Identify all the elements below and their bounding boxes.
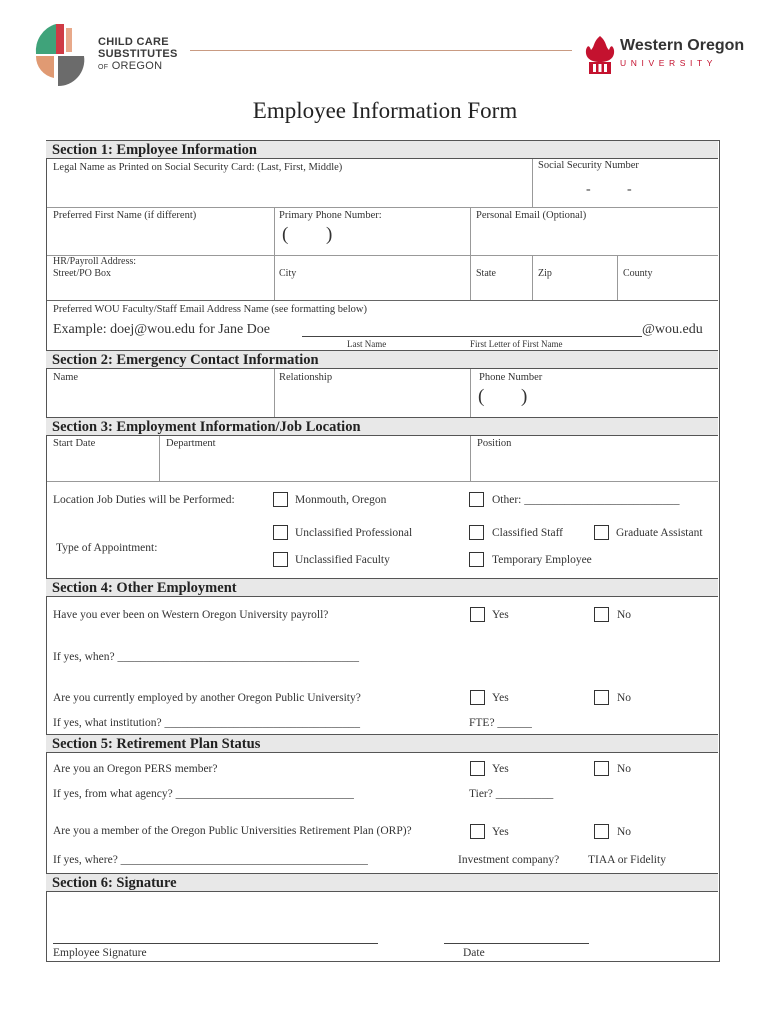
location-question: Location Job Duties will be Performed:	[53, 494, 235, 506]
ccs-line1: CHILD CARE	[98, 36, 169, 48]
date-caption: Date	[463, 947, 485, 959]
divider	[470, 255, 471, 300]
email-example: Example: doej@wou.edu for Jane Doe	[53, 322, 270, 337]
monmouth-checkbox[interactable]	[273, 492, 288, 507]
orp-no-checkbox[interactable]	[594, 824, 609, 839]
ccs-logo-text	[98, 36, 178, 74]
first-letter-caption: First Letter of First Name	[470, 339, 563, 349]
address-label: HR/Payroll Address:	[53, 256, 137, 267]
position-field[interactable]: Position	[477, 438, 512, 449]
signature-line[interactable]	[53, 943, 378, 944]
pers-yes-label: Yes	[492, 763, 509, 775]
temporary-employee-label: Temporary Employee	[492, 554, 592, 566]
payroll-yes-label: Yes	[492, 609, 509, 621]
tier-field[interactable]: Tier? __________	[469, 788, 554, 800]
preferred-name-field[interactable]: Preferred First Name (if different)	[53, 210, 197, 221]
ccs-line3: OREGON	[111, 60, 163, 72]
monmouth-label: Monmouth, Oregon	[295, 494, 387, 506]
classified-staff-label: Classified Staff	[492, 527, 564, 539]
payroll-when-field[interactable]: If yes, when? __________________________________________	[53, 651, 360, 663]
wou-email-label: Preferred WOU Faculty/Staff Email Address Name (see formatting below)	[53, 304, 367, 315]
start-date-field[interactable]: Start Date	[53, 438, 96, 449]
orp-yes-checkbox[interactable]	[470, 824, 485, 839]
classified-staff-checkbox[interactable]	[469, 525, 484, 540]
section-5-heading: Section 5: Retirement Plan Status	[46, 734, 718, 753]
emergency-phone-field[interactable]: Phone Number	[479, 372, 543, 383]
graduate-assistant-checkbox[interactable]	[594, 525, 609, 540]
divider	[617, 255, 618, 300]
child-care-substitutes-logo	[32, 20, 182, 88]
divider	[47, 481, 718, 482]
pers-no-checkbox[interactable]	[594, 761, 609, 776]
other-university-question: Are you currently employed by another Oregon Public University?	[53, 692, 361, 704]
divider	[532, 255, 533, 300]
divider	[532, 159, 533, 207]
county-field[interactable]: County	[623, 268, 653, 279]
divider	[274, 369, 275, 417]
divider	[274, 255, 275, 300]
ccs-line2: SUBSTITUTES	[98, 48, 178, 60]
phone-paren-open: (	[282, 224, 289, 245]
phone-paren-close: )	[326, 224, 333, 245]
city-field[interactable]: City	[279, 268, 297, 279]
institution-field[interactable]: If yes, what institution? __________________________________	[53, 717, 360, 729]
pers-agency-field[interactable]: If yes, from what agency? _______________________________	[53, 788, 354, 800]
personal-email-field[interactable]: Personal Email (Optional)	[476, 210, 587, 221]
other-location-field[interactable]: Other: ___________________________	[492, 494, 680, 506]
western-oregon-university-logo	[583, 34, 753, 76]
pers-question: Are you an Oregon PERS member?	[53, 763, 218, 775]
orp-where-field[interactable]: If yes, where? ___________________________________________	[53, 854, 368, 866]
fte-field[interactable]: FTE? ______	[469, 717, 532, 729]
form-title: Employee Information Form	[252, 98, 518, 123]
divider	[470, 369, 471, 417]
pers-yes-checkbox[interactable]	[470, 761, 485, 776]
emergency-paren-close: )	[521, 386, 528, 407]
payroll-yes-checkbox[interactable]	[470, 607, 485, 622]
section-3-heading: Section 3: Employment Information/Job Location	[46, 417, 718, 436]
state-field[interactable]: State	[476, 268, 496, 279]
torch-icon	[583, 34, 617, 76]
wou-domain: @wou.edu	[642, 322, 703, 337]
ssn-field[interactable]: Social Security Number	[538, 160, 639, 171]
other-location-checkbox[interactable]	[469, 492, 484, 507]
header-divider	[190, 50, 572, 51]
ssn-dash-2: -	[627, 182, 632, 197]
wou-email-input-line[interactable]	[302, 336, 642, 337]
ccs-logo-mark-icon	[32, 20, 94, 88]
investment-company-label: Investment company?	[458, 854, 560, 866]
date-line[interactable]	[444, 943, 589, 944]
emergency-paren-open: (	[478, 386, 485, 407]
temporary-employee-checkbox[interactable]	[469, 552, 484, 567]
department-field[interactable]: Department	[166, 438, 216, 449]
other-university-yes-label: Yes	[492, 692, 509, 704]
ssn-dash-1: -	[586, 182, 591, 197]
wou-university: UNIVERSITY	[620, 58, 718, 68]
orp-no-label: No	[617, 826, 632, 838]
graduate-assistant-label: Graduate Assistant	[616, 527, 703, 539]
divider	[47, 300, 718, 301]
payroll-no-checkbox[interactable]	[594, 607, 609, 622]
section-2-heading: Section 2: Emergency Contact Information	[46, 350, 718, 369]
divider	[47, 207, 718, 208]
other-university-no-checkbox[interactable]	[594, 690, 609, 705]
orp-yes-label: Yes	[492, 826, 509, 838]
unclassified-faculty-label: Unclassified Faculty	[295, 554, 390, 566]
street-field[interactable]: Street/PO Box	[53, 268, 112, 279]
legal-name-field[interactable]: Legal Name as Printed on Social Security Card: (Last, First, Middle)	[53, 162, 343, 173]
appointment-type-label: Type of Appointment:	[56, 542, 158, 554]
other-university-yes-checkbox[interactable]	[470, 690, 485, 705]
section-6-heading: Section 6: Signature	[46, 873, 718, 892]
divider	[274, 207, 275, 255]
signature-caption: Employee Signature	[53, 947, 147, 959]
unclassified-professional-label: Unclassified Professional	[295, 527, 413, 539]
pers-no-label: No	[617, 763, 632, 775]
tiaa-fidelity-label: TIAA or Fidelity	[588, 854, 666, 866]
primary-phone-field[interactable]: Primary Phone Number:	[279, 210, 382, 221]
payroll-no-label: No	[617, 609, 632, 621]
unclassified-professional-checkbox[interactable]	[273, 525, 288, 540]
section-1-heading: Section 1: Employee Information	[46, 140, 718, 159]
relationship-field[interactable]: Relationship	[279, 372, 333, 383]
emergency-name-field[interactable]: Name	[53, 372, 79, 383]
wou-name: Western Oregon	[620, 37, 745, 54]
divider	[159, 436, 160, 481]
zip-field[interactable]: Zip	[538, 268, 552, 279]
unclassified-faculty-checkbox[interactable]	[273, 552, 288, 567]
ccs-of: OF	[98, 64, 109, 71]
other-university-no-label: No	[617, 692, 632, 704]
divider	[470, 207, 471, 255]
orp-question: Are you a member of the Oregon Public Universities Retirement Plan (ORP)?	[53, 825, 412, 837]
section-4-heading: Section 4: Other Employment	[46, 578, 718, 597]
wou-payroll-question: Have you ever been on Western Oregon University payroll?	[53, 609, 329, 621]
last-name-caption: Last Name	[347, 339, 387, 349]
divider	[470, 436, 471, 481]
